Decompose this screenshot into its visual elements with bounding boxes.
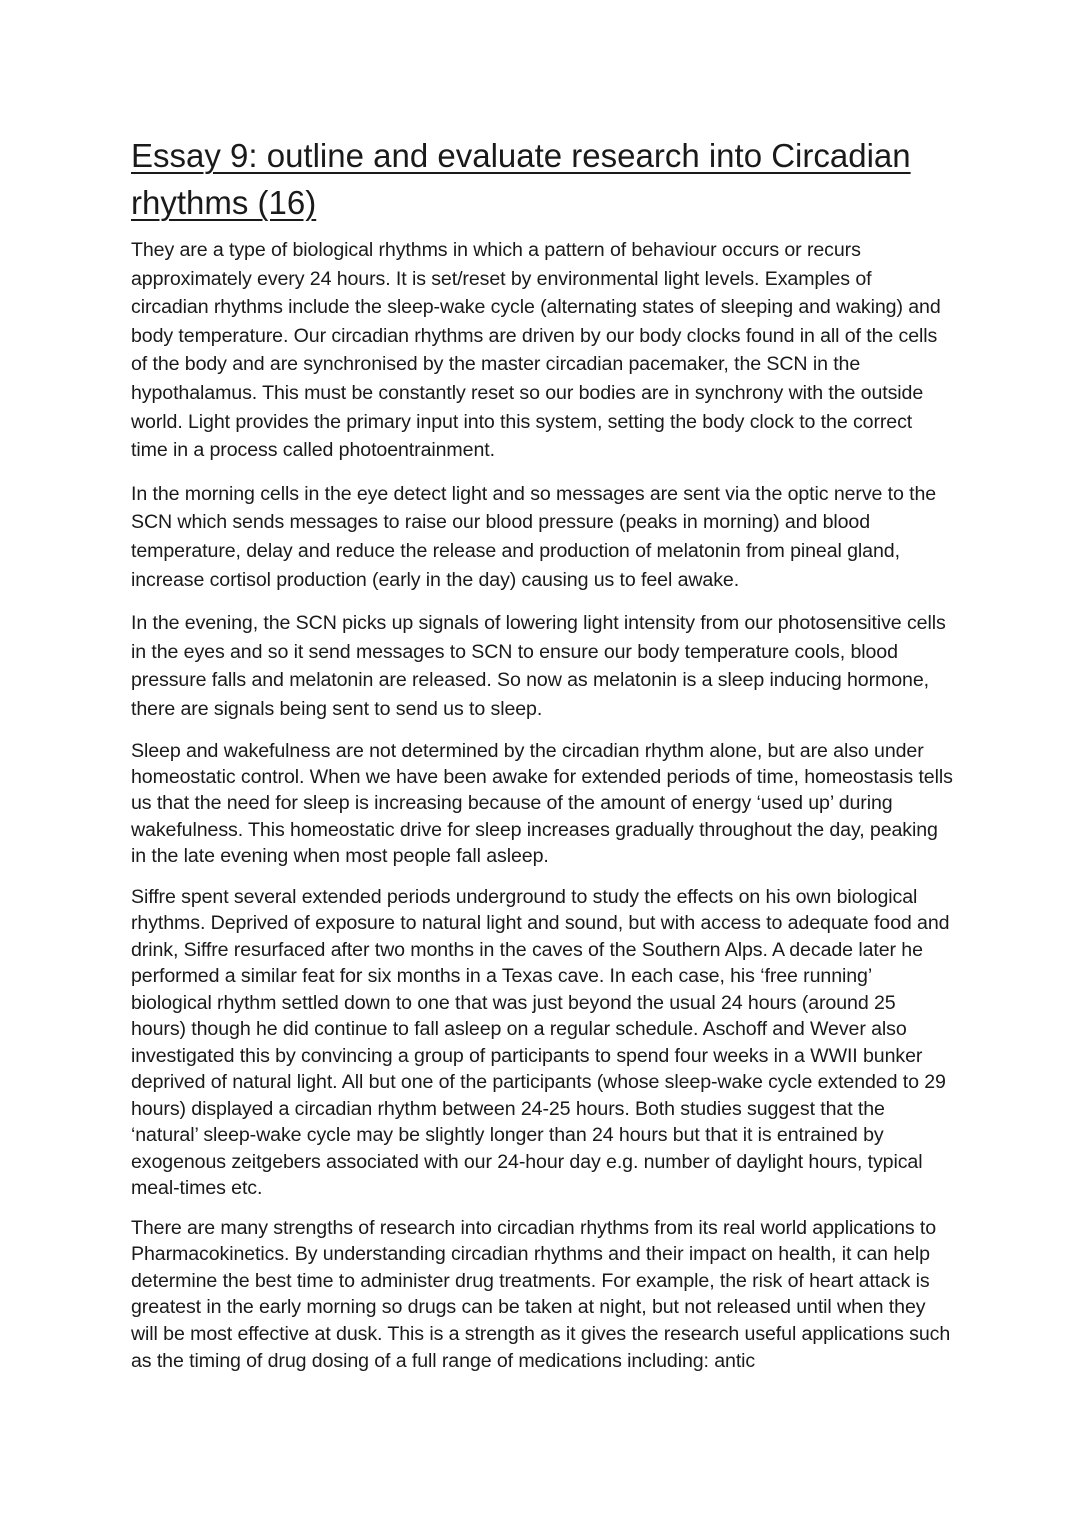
paragraph-strengths: There are many strengths of research into circadian rhythms from its real world applications to Pharmacokinetics. By understanding circadian rhythms and their impact on health, it can help determine the best time to administer drug treatments. For example, the risk of heart attack is greatest in the early morning so drugs can be taken at night, but not released until when they will be most effective at dusk. This is a strength as it gives the research useful applications such as the timing of drug dosing of a full range of medications including: antic [131, 1216, 951, 1372]
essay-title-line-2: rhythms (16) [131, 184, 317, 221]
paragraph-siffre-study: Siffre spent several extended periods underground to study the effects on his own biological rhythms. Deprived of exposure to natural light and sound, but with access to adequate food and drink, Siffre resurfaced after two months in the caves of the Southern Alps. A decade later he performed a similar feat for six months in a Texas cave. In each case, his ‘free running’ biological rhythm settled down to one that was just beyond the usual 24 hours (around 25 hours) though he did continue to fall asleep on a regular schedule. Aschoff and Wever also investigated this by convincing a group of participants to spend four weeks in a WWII bunker deprived of natural light. All but one of the participants (whose sleep-wake cycle extended to 29 hours) displayed a circadian rhythm between 24-25 hours. Both studies suggest that the ‘natural’ sleep-wake cycle may be slightly longer than 24 hours but that it is entrained by exogenous zeitgebers associated with our 24-hour day e.g. number of daylight hours, typical meal-times etc. [131, 885, 950, 1200]
paragraph-evening: In the evening, the SCN picks up signals of lowering light intensity from our photosensitive cells in the eyes and so it send messages to SCN to ensure our body temperature cools, blood pressure falls and melatonin are released. So now as melatonin is a sleep inducing hormone, there are signals being sent to send us to sleep. [131, 612, 946, 720]
essay-title-line-1: Essay 9: outline and evaluate research into Circadian [131, 137, 911, 174]
essay-title [131, 132, 953, 226]
paragraph-homeostasis: Sleep and wakefulness are not determined by the circadian rhythm alone, but are also under homeostatic control. When we have been awake for extended periods of time, homeostasis tells us that the need for sleep is increasing because of the amount of energy ‘used up’ during wakefulness. This homeostatic drive for sleep increases gradually throughout the day, peaking in the late evening when most people fall asleep. [131, 739, 953, 868]
paragraph-morning: In the morning cells in the eye detect light and so messages are sent via the optic nerve to the SCN which sends messages to raise our blood pressure (peaks in morning) and blood temperature, delay and reduce the release and production of melatonin from pineal gland, increase cortisol production (early in the day) causing us to feel awake. [131, 482, 937, 591]
paragraph-definition: They are a type of biological rhythms in which a pattern of behaviour occurs or recurs approximately every 24 hours. It is set/reset by environmental light levels. Examples of circadian rhythms include the sleep-wake cycle (alternating states of sleeping and waking) and body temperature. Our circadian rhythms are driven by our body clocks found in all of the cells of the body and are synchronised by the master circadian pacemaker, the SCN in the hypothalamus. This must be constantly reset so our bodies are in synchrony with the outside world. Light provides the primary input into this system, setting the body clock to the correct time in a process called photoentrainment. [131, 239, 941, 462]
document-page [131, 132, 953, 1374]
